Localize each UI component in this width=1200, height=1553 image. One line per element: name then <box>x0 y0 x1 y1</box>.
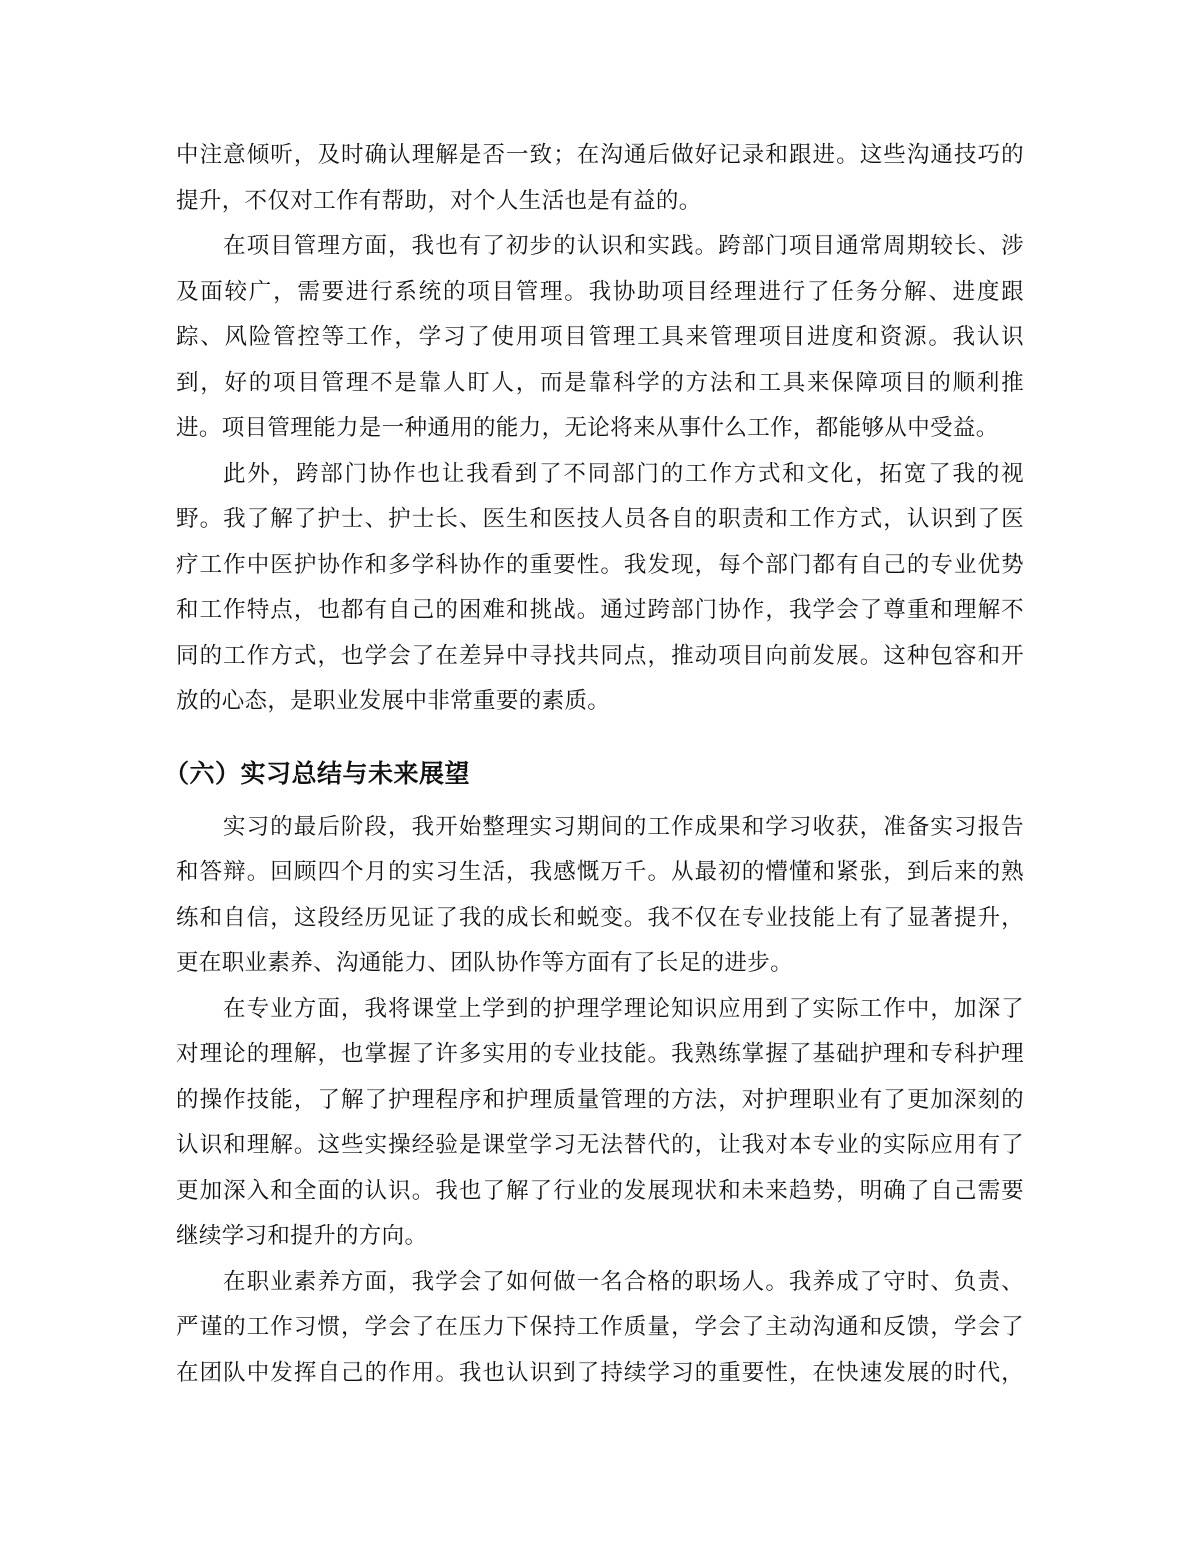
section-heading: （六）实习总结与未来展望 <box>164 758 471 788</box>
text-line: 此外，跨部门协作也让我看到了不同部门的工作方式和文化，拓宽了我的视 <box>223 460 1024 487</box>
text-line: 提升，不仅对工作有帮助，对个人生活也是有益的。 <box>176 187 702 214</box>
paragraph <box>176 452 1024 725</box>
text-line: 对理论的理解，也掌握了许多实用的专业技能。我熟练掌握了基础护理和专科护理 <box>176 1041 1024 1067</box>
paragraph <box>176 805 1024 987</box>
text-line: 进。项目管理能力是一种通用的能力，无论将来从事什么工作，都能够从中受益。 <box>176 415 999 441</box>
text-line: 在专业方面，我将课堂上学到的护理学理论知识应用到了实际工作中，加深了 <box>223 995 1024 1022</box>
paragraph <box>176 133 1024 224</box>
text-line: 疗工作中医护协作和多学科协作的重要性。我发现，每个部门都有自己的专业优势 <box>176 551 1024 578</box>
text-line: 实习的最后阶段，我开始整理实习期间的工作成果和学习收获，准备实习报告 <box>223 813 1024 840</box>
text-line: 在团队中发挥自己的作用。我也认识到了持续学习的重要性，在快速发展的时代， <box>176 1359 1024 1386</box>
text-line: 及面较广，需要进行系统的项目管理。我协助项目经理进行了任务分解、进度跟 <box>176 278 1024 305</box>
text-line: 的操作技能，了解了护理程序和护理质量管理的方法，对护理职业有了更加深刻的 <box>176 1086 1024 1113</box>
text-line: 在职业素养方面，我学会了如何做一名合格的职场人。我养成了守时、负责、 <box>223 1268 1024 1295</box>
text-line: 和工作特点，也都有自己的困难和挑战。通过跨部门协作，我学会了尊重和理解不 <box>176 597 1024 623</box>
text-line: 同的工作方式，也学会了在差异中寻找共同点，推动项目向前发展。这种包容和开 <box>176 642 1024 669</box>
text-line: 继续学习和提升的方向。 <box>176 1223 428 1249</box>
text-line: 练和自信，这段经历见证了我的成长和蜕变。我不仅在专业技能上有了显著提升， <box>176 904 1024 931</box>
text-line: 中注意倾听，及时确认理解是否一致；在沟通后做好记录和跟进。这些沟通技巧的 <box>176 142 1024 168</box>
text-line: 放的心态，是职业发展中非常重要的素质。 <box>176 688 611 714</box>
paragraph <box>176 224 1024 452</box>
paragraph <box>176 1260 1024 1397</box>
text-line: 踪、风险管控等工作，学习了使用项目管理工具来管理项目进度和资源。我认识 <box>176 324 1024 350</box>
text-line: 到，好的项目管理不是靠人盯人，而是靠科学的方法和工具来保障项目的顺利推 <box>176 369 1024 396</box>
text-line: 严谨的工作习惯，学会了在压力下保持工作质量，学会了主动沟通和反馈，学会了 <box>176 1314 1024 1340</box>
text-line: 更在职业素养、沟通能力、团队协作等方面有了长足的进步。 <box>176 950 793 976</box>
text-line: 野。我了解了护士、护士长、医生和医技人员各自的职责和工作方式，认识到了医 <box>176 506 1024 532</box>
document-page <box>164 133 1024 1396</box>
text-line: 在项目管理方面，我也有了初步的认识和实践。跨部门项目通常周期较长、涉 <box>223 233 1024 259</box>
text-line: 更加深入和全面的认识。我也了解了行业的发展现状和未来趋势，明确了自己需要 <box>176 1177 1024 1204</box>
text-line: 和答辩。回顾四个月的实习生活，我感慨万千。从最初的懵懂和紧张，到后来的熟 <box>176 859 1024 885</box>
text-line: 认识和理解。这些实操经验是课堂学习无法替代的，让我对本专业的实际应用有了 <box>176 1132 1024 1158</box>
paragraph <box>176 987 1024 1260</box>
